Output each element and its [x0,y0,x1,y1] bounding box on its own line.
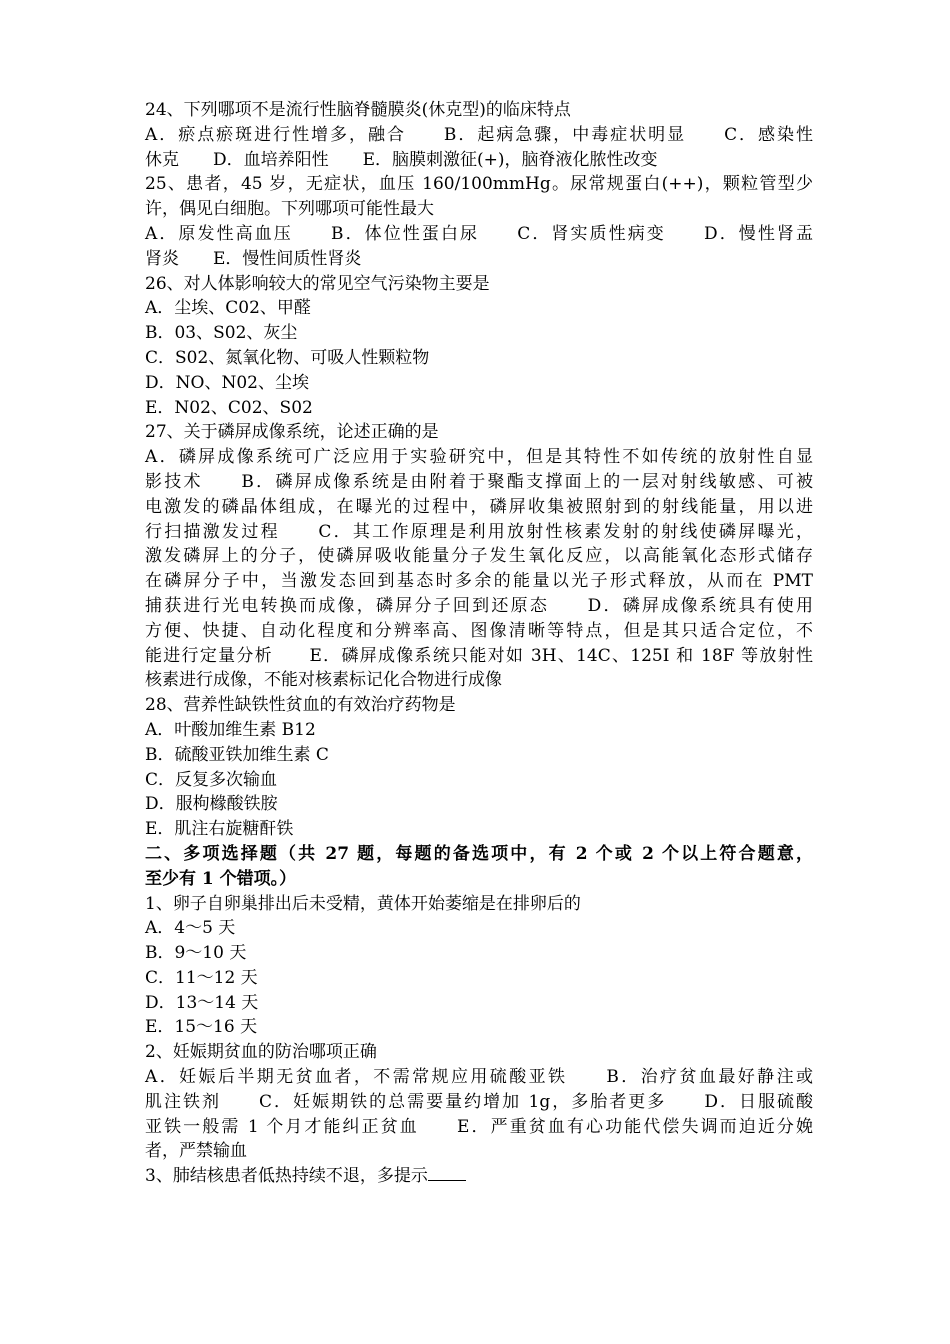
question-28-option-d: D．服枸橼酸铁胺 [145,794,278,815]
mc-question-2-options: 者，严禁输血 [145,1141,247,1162]
question-28-stem: 28、营养性缺铁性贫血的有效治疗药物是 [145,695,456,716]
question-26-option-b: B．03、S02、灰尘 [145,323,298,344]
question-26-option-c: C．S02、氮氧化物、可吸人性颗粒物 [145,347,430,368]
mc-question-1-option-e: E．15～16 天 [145,1017,258,1038]
mc-question-1-option-d: D．13～14 天 [145,992,259,1013]
question-25-stem-cont: 许，偶见白细胞。下列哪项可能性最大 [145,199,434,220]
question-27-text: 激发磷屏上的分子，使磷屏吸收能量分子发生氧化反应，以高能氧化态形式储存 [145,546,813,567]
mc-question-1-option-c: C．11～12 天 [145,967,258,988]
question-28-option-b: B．硫酸亚铁加维生素 C [145,744,329,765]
mc-question-2-stem: 2、妊娠期贫血的防治哪项正确 [145,1042,377,1063]
question-28-option-a: A．叶酸加维生素 B12 [145,719,316,740]
question-27-text: 行扫描激发过程 C．其工作原理是利用放射性核素发射的射线使磷屏曝光， [145,521,813,542]
mc-question-1-stem: 1、卵子自卵巢排出后未受精，黄体开始萎缩是在排卵后的 [145,893,581,914]
question-25-options: A．原发性高血压 B．体位性蛋白尿 C．肾实质性病变 D．慢性肾盂 [145,223,813,244]
question-27-text: 能进行定量分析 E．磷屏成像系统只能对如 3H、14C、125I 和 18F 等放射性 [145,645,813,666]
question-26-option-e: E．N02、C02、S02 [145,397,313,418]
section-heading-cont: 至少有 1 个错项。） [145,868,297,889]
document-page [145,98,813,1189]
mc-question-2-options: 肌注铁剂 C．妊娠期铁的总需要量约增加 1g，多胎者更多 D．日服硫酸 [145,1091,813,1112]
question-26-stem: 26、对人体影响较大的常见空气污染物主要是 [145,273,490,294]
question-27-text: 方便、快捷、自动化程度和分辨率高、图像清晰等特点，但是其只适合定位，不 [145,620,813,641]
question-27-text: 捕获进行光电转换而成像，磷屏分子回到还原态 D．磷屏成像系统具有使用 [145,595,813,616]
question-24-options-cont: 休克 D．血培养阳性 E．脑膜刺激征(+)，脑脊液化脓性改变 [145,149,658,170]
question-28-option-c: C．反复多次输血 [145,769,278,790]
question-24-options: A．瘀点瘀斑进行性增多，融合 B．起病急骤，中毒症状明显 C．感染性 [145,124,813,145]
question-26-option-d: D．NO、N02、尘埃 [145,372,309,393]
question-26-option-a: A．尘埃、C02、甲醛 [145,298,311,319]
question-27-stem: 27、关于磷屏成像系统，论述正确的是 [145,422,439,443]
question-24-stem: 24、下列哪项不是流行性脑脊髓膜炎(休克型)的临床特点 [145,100,571,120]
mc-question-2-options: 亚铁一般需 1 个月才能纠正贫血 E．严重贫血有心功能代偿失调而迫近分娩 [145,1116,813,1137]
question-27-text: A．磷屏成像系统可广泛应用于实验研究中，但是其特性不如传统的放射性自显 [145,447,813,468]
mc-question-1-option-a: A．4～5 天 [145,918,236,939]
mc-question-2-options: A．妊娠后半期无贫血者，不需常规应用硫酸亚铁 B．治疗贫血最好静注或 [145,1067,813,1088]
mc-question-3-text: 3、肺结核患者低热持续不退，多提示 [145,1166,428,1187]
mc-question-3-stem [145,1164,813,1189]
mc-question-1-option-b: B．9～10 天 [145,943,247,964]
question-25-options-cont: 肾炎 E．慢性间质性肾炎 [145,248,362,269]
question-27-text: 电激发的磷晶体组成，在曝光的过程中，磷屏收集被照射到的射线能量，用以进 [145,496,813,517]
section-heading: 二、多项选择题（共 27 题，每题的备选项中，有 2 个或 2 个以上符合题意， [145,843,813,864]
question-27-text: 影技术 B．磷屏成像系统是由附着于聚酯支撑面上的一层对射线敏感、可被 [145,471,813,492]
answer-blank [428,1164,466,1181]
question-27-text: 在磷屏分子中，当激发态回到基态时多余的能量以光子形式释放，从而在 PMT [145,571,813,592]
question-28-option-e: E．肌注右旋糖酐铁 [145,819,294,840]
question-27-text: 核素进行成像，不能对核素标记化合物进行成像 [145,670,502,691]
question-25-stem: 25、患者，45 岁，无症状，血压 160/100mmHg。尿常规蛋白(++)，颗粒管型少 [145,174,813,195]
